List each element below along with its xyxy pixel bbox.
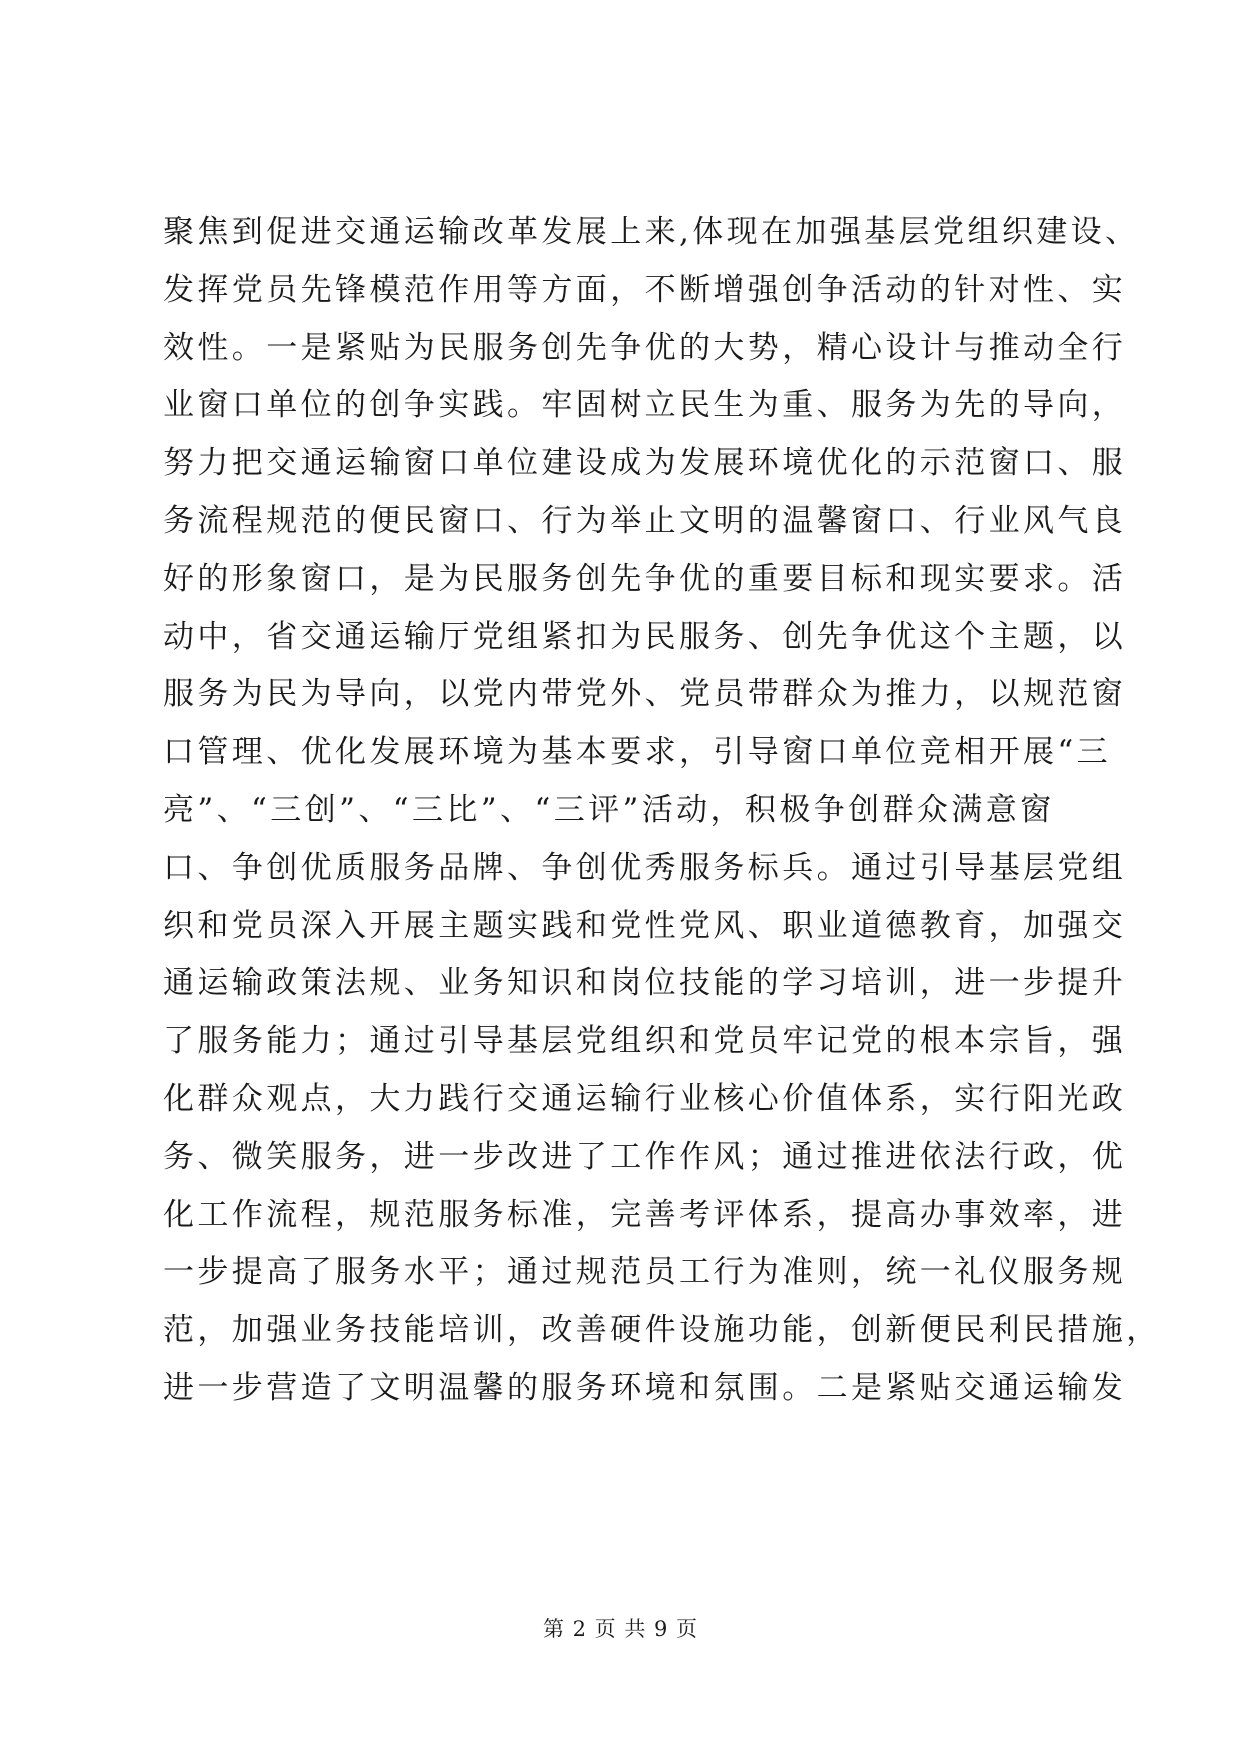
text-line: 聚焦到促进交通运输改革发展上来,体现在加强基层党组织建设、 bbox=[163, 214, 1140, 250]
text-line: 务流程规范的便民窗口、行为举止文明的温馨窗口、行业风气良 bbox=[163, 502, 1127, 539]
text-line: 好的形象窗口，是为民服务创先争优的重要目标和现实要求。活 bbox=[163, 560, 1127, 597]
text-line: 效性。一是紧贴为民服务创先争优的大势，精心设计与推动全行 bbox=[163, 329, 1127, 366]
body-text bbox=[163, 204, 1161, 1418]
text-line: 亮”、“三创”、“三比”、“三评”活动，积极争创群众满意窗 bbox=[163, 791, 1055, 828]
text-line: 口管理、优化发展环境为基本要求，引导窗口单位竞相开展“三 bbox=[163, 734, 1112, 771]
text-line: 务、微笑服务，进一步改进了工作作风；通过推进依法行政，优 bbox=[163, 1138, 1127, 1175]
text-line: 进一步营造了文明温馨的服务环境和氛围。二是紧贴交通运输发 bbox=[163, 1369, 1127, 1406]
text-line: 化工作流程，规范服务标准，完善考评体系，提高办事效率，进 bbox=[163, 1196, 1127, 1233]
text-line: 发挥党员先锋模范作用等方面，不断增强创争活动的针对性、实 bbox=[163, 271, 1127, 308]
text-line: 服务为民为导向，以党内带党外、党员带群众为推力，以规范窗 bbox=[163, 676, 1127, 713]
text-line: 化群众观点，大力践行交通运输行业核心价值体系，实行阳光政 bbox=[163, 1080, 1127, 1117]
page-footer: 第 2 页 共 9 页 bbox=[542, 1617, 699, 1641]
text-line: 范，加强业务技能培训，改善硬件设施功能，创新便民利民措施， bbox=[163, 1312, 1161, 1349]
text-line: 动中，省交通运输厅党组紧扣为民服务、创先争优这个主题，以 bbox=[163, 618, 1127, 655]
text-line: 业窗口单位的创争实践。牢固树立民生为重、服务为先的导向， bbox=[163, 387, 1127, 424]
text-line: 口、争创优质服务品牌、争创优秀服务标兵。通过引导基层党组 bbox=[163, 849, 1127, 886]
text-line: 一步提高了服务水平；通过规范员工行为准则，统一礼仪服务规 bbox=[163, 1254, 1127, 1291]
text-line: 了服务能力；通过引导基层党组织和党员牢记党的根本宗旨，强 bbox=[163, 1023, 1127, 1060]
text-line: 努力把交通运输窗口单位建设成为发展环境优化的示范窗口、服 bbox=[163, 445, 1127, 482]
text-line: 通运输政策法规、业务知识和岗位技能的学习培训，进一步提升 bbox=[163, 965, 1127, 1002]
text-line: 织和党员深入开展主题实践和党性党风、职业道德教育，加强交 bbox=[163, 907, 1127, 944]
